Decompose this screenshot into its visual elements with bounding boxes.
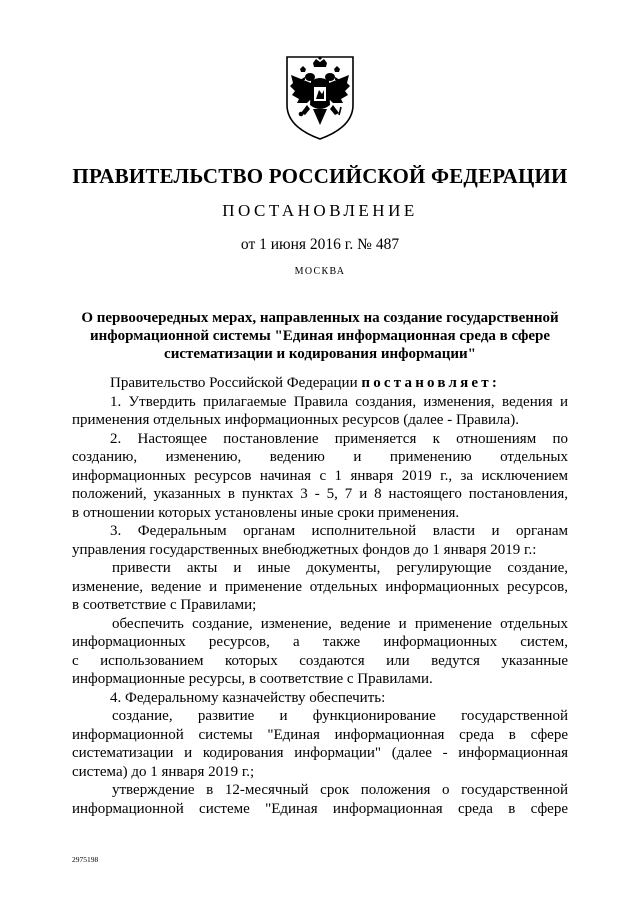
body-line: информационной системы "Единая информационная среда в сфере xyxy=(72,726,568,743)
intro-line xyxy=(72,374,568,393)
body-line: управления государственных внебюджетных фондов до 1 января 2019 г.: xyxy=(72,541,537,558)
document-date-number: от 1 июня 2016 г. № 487 xyxy=(240,236,400,253)
coat-of-arms-icon xyxy=(283,53,357,141)
body-line: положений, указанных в пунктах 3 - 5, 7 и 8 настоящего постановления, xyxy=(72,486,568,502)
body-line: систематизации и кодирования информации" (далее - информационная xyxy=(72,745,568,761)
body-line: информационной системе "Единая информационная среда в сфере xyxy=(72,800,568,817)
body-line: с использованием которых создаются или ведутся указанные xyxy=(72,652,568,669)
intro-text: Правительство Российской Федерации xyxy=(110,375,362,391)
body-line: 4. Федеральному казначейству обеспечить: xyxy=(110,689,386,706)
body-line: созданию, изменению, ведению и применению отдельных xyxy=(72,449,568,465)
heading-line: систематизации и кодирования информации" xyxy=(164,346,476,362)
body-line: 1. Утвердить прилагаемые Правила создания, изменения, ведения и xyxy=(110,393,568,410)
body-line: изменение, ведение и применение отдельных информационных ресурсов, xyxy=(72,578,568,595)
heading-line: О первоочередных мерах, направленных на создание государственной xyxy=(81,310,559,326)
document-city: МОСКВА xyxy=(294,266,346,277)
body-line: информационных ресурсов начиная с 1 января 2019 г., за исключением xyxy=(72,467,568,484)
document-code: 2975198 xyxy=(72,855,99,864)
document-type: ПОСТАНОВЛЕНИЕ xyxy=(222,201,418,220)
intro-verb: постановляет: xyxy=(361,375,501,391)
body-line: в соответствие с Правилами; xyxy=(72,597,257,613)
document-body xyxy=(72,374,568,818)
body-line: создание, развитие и функционирование государственной xyxy=(112,708,568,724)
body-line: информационные ресурсы, в соответствие с Правилами. xyxy=(72,671,433,687)
body-line: информационных ресурсов, а также информационных систем, xyxy=(72,634,568,650)
body-line: привести акты и иные документы, регулирующие создание, xyxy=(112,560,568,576)
body-line: 3. Федеральным органам исполнительной власти и органам xyxy=(110,523,568,539)
body-line: система) до 1 января 2019 г.; xyxy=(72,763,255,780)
body-line: утверждение в 12-месячный срок положения о государственной xyxy=(112,782,568,798)
body-line: применения отдельных информационных ресурсов (далее - Правила). xyxy=(72,412,519,428)
document-heading xyxy=(72,309,568,363)
heading-line: информационной системы "Единая информационная среда в сфере xyxy=(89,328,551,344)
body-line: обеспечить создание, изменение, ведение и применение отдельных xyxy=(112,615,568,632)
body-line: в отношении которых установлены иные сроки применения. xyxy=(72,504,460,521)
government-title: ПРАВИТЕЛЬСТВО РОССИЙСКОЙ ФЕДЕРАЦИИ xyxy=(72,164,568,188)
body-line: 2. Настоящее постановление применяется к отношениям по xyxy=(110,430,568,447)
